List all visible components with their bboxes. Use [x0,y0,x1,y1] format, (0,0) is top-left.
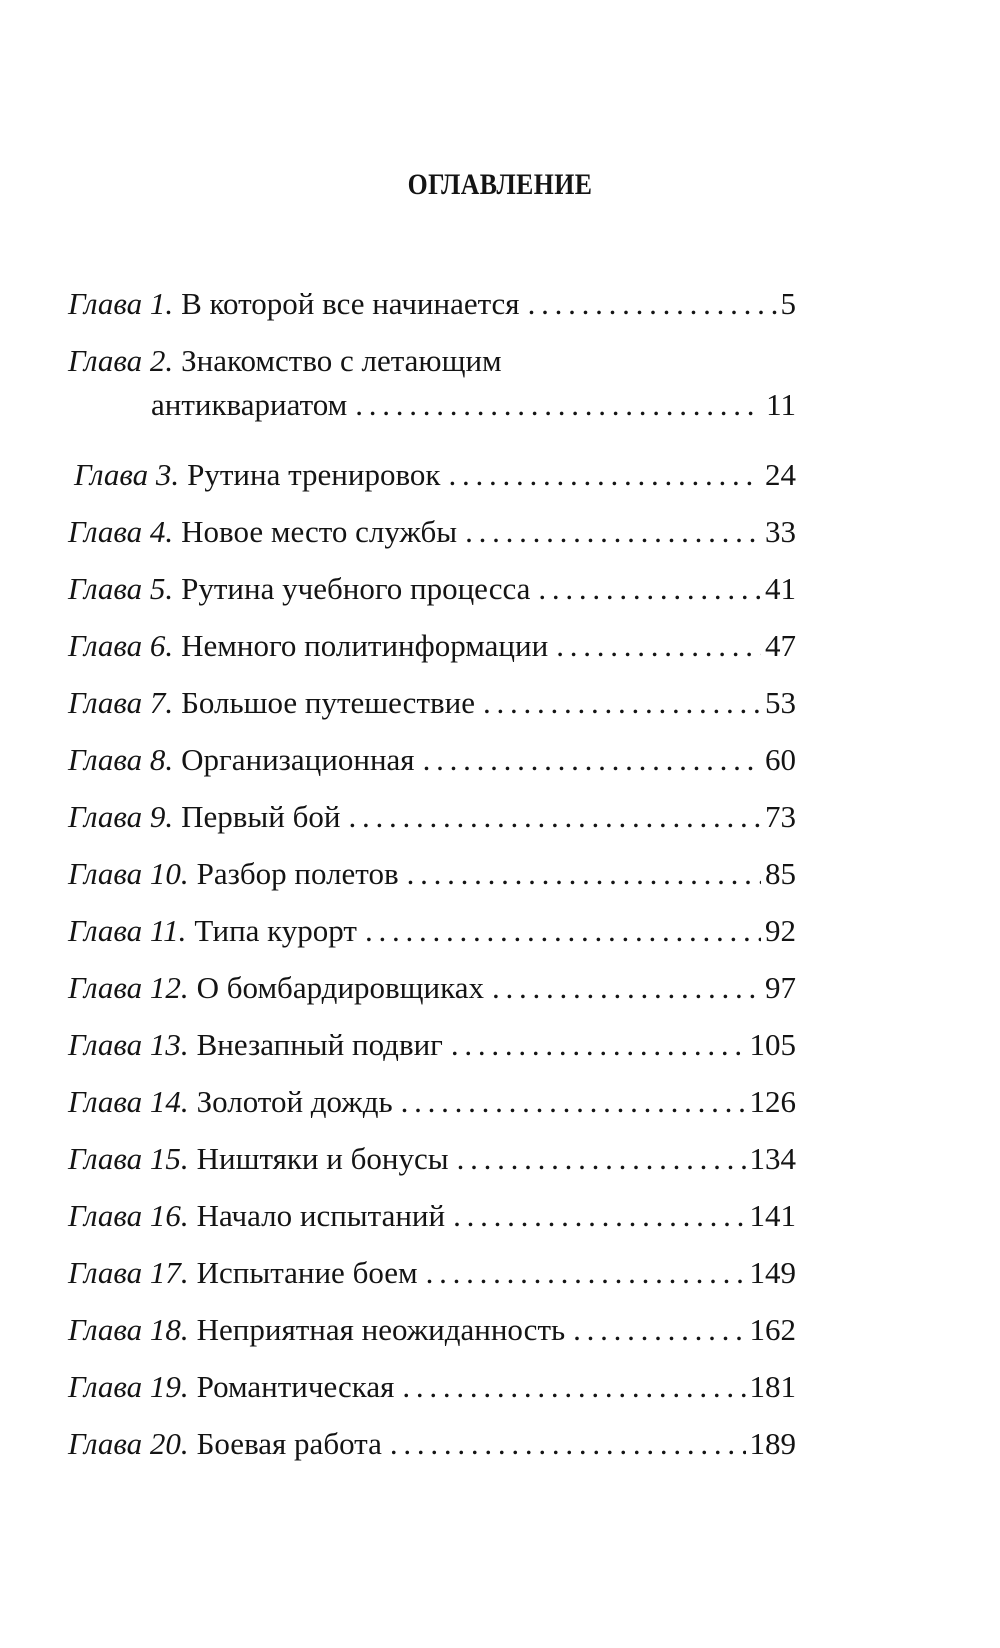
page-number: 41 [765,571,796,606]
page-title: ОГЛАВЛЕНИЕ [407,168,593,201]
chapter-title: Первый бой [181,799,341,834]
chapter-label: Глава 13. [68,1027,189,1062]
dot-leader [538,567,761,611]
chapter-label: Глава 12. [68,970,189,1005]
chapter-title: Организационная [181,742,415,777]
dot-leader [556,624,761,668]
toc-entry-chapter-10[interactable] [68,852,796,909]
chapter-title: Романтическая [196,1369,395,1404]
toc-entry-chapter-2[interactable] [68,339,796,453]
dot-leader [483,681,761,725]
toc-entry-chapter-6[interactable] [68,624,796,681]
chapter-title: Рутина учебного процесса [181,571,531,606]
chapter-label: Глава 15. [68,1141,189,1176]
chapter-title: Рутина тренировок [187,457,441,492]
toc-entry-chapter-19[interactable] [68,1365,796,1422]
toc-entry-chapter-20[interactable] [68,1422,796,1479]
page-number: 47 [765,628,796,663]
toc-entry-chapter-5[interactable] [68,567,796,624]
chapter-label: Глава 4. [68,514,174,549]
chapter-label: Глава 7. [68,685,174,720]
page-number: 134 [749,1141,796,1176]
toc-entry-chapter-8[interactable] [68,738,796,795]
chapter-label: Глава 1. [68,286,174,321]
dot-leader [390,1422,746,1466]
chapter-title: Неприятная неожиданность [196,1312,566,1347]
toc-entry-chapter-16[interactable] [68,1194,796,1251]
chapter-title: Типа курорт [194,913,357,948]
page-number: 149 [749,1255,796,1290]
chapter-label: Глава 11. [68,913,187,948]
dot-leader [573,1308,745,1352]
toc-entry-chapter-9[interactable] [68,795,796,852]
chapter-title: Начало испытаний [196,1198,446,1233]
toc-entry-chapter-13[interactable] [68,1023,796,1080]
chapter-label: Глава 2. [68,343,174,378]
chapter-label: Глава 17. [68,1255,189,1290]
page-number: 5 [780,286,796,321]
page-number: 33 [765,514,796,549]
chapter-title: Испытание боем [196,1255,418,1290]
chapter-title: В которой все начинается [181,286,520,321]
chapter-label: Глава 3. [74,457,180,492]
chapter-label: Глава 16. [68,1198,189,1233]
dot-leader [426,1251,746,1295]
toc-entry-chapter-12[interactable] [68,966,796,1023]
chapter-label: Глава 9. [68,799,174,834]
page-number: 141 [749,1198,796,1233]
page-number: 189 [749,1426,796,1461]
dot-leader [348,795,761,839]
chapter-label: Глава 14. [68,1084,189,1119]
toc-entry-chapter-18[interactable] [68,1308,796,1365]
dot-leader [355,383,762,427]
page-number: 162 [749,1312,796,1347]
table-of-contents [68,282,796,1479]
toc-entry-chapter-7[interactable] [68,681,796,738]
chapter-title: Новое место службы [181,514,458,549]
page-number: 181 [749,1369,796,1404]
chapter-title: О бомбардировщиках [196,970,484,1005]
dot-leader [465,510,761,554]
page-number: 97 [765,970,796,1005]
page-number: 11 [766,387,796,422]
chapter-title-line-2: антиквариатом [151,387,348,422]
chapter-title: Немного политинформации [181,628,549,663]
chapter-title: Боевая работа [196,1426,382,1461]
chapter-title: Разбор полетов [196,856,399,891]
toc-entry-chapter-17[interactable] [68,1251,796,1308]
chapter-label: Глава 8. [68,742,174,777]
toc-entry-chapter-14[interactable] [68,1080,796,1137]
page-number: 60 [765,742,796,777]
dot-leader [401,1080,746,1124]
page-number: 92 [765,913,796,948]
page-number: 24 [765,457,796,492]
page-number: 126 [749,1084,796,1119]
dot-leader [365,909,761,953]
chapter-title: Золотой дождь [196,1084,393,1119]
toc-entry-chapter-1[interactable] [68,282,796,339]
chapter-label: Глава 20. [68,1426,189,1461]
chapter-title: Внезапный подвиг [196,1027,443,1062]
chapter-label: Глава 19. [68,1369,189,1404]
dot-leader [457,1137,746,1181]
page-number: 53 [765,685,796,720]
toc-entry-chapter-11[interactable] [68,909,796,966]
chapter-title-line-1: Знакомство с летающим [181,343,502,378]
chapter-title: Большое путешествие [181,685,475,720]
dot-leader [451,1023,746,1067]
toc-entry-chapter-4[interactable] [68,510,796,567]
page-number: 105 [749,1027,796,1062]
chapter-title: Ништяки и бонусы [196,1141,449,1176]
toc-entry-chapter-3[interactable] [68,453,796,510]
dot-leader [407,852,761,896]
chapter-label: Глава 18. [68,1312,189,1347]
dot-leader [402,1365,745,1409]
dot-leader [492,966,761,1010]
chapter-label: Глава 10. [68,856,189,891]
dot-leader [453,1194,745,1238]
dot-leader [448,453,761,497]
chapter-label: Глава 6. [68,628,174,663]
toc-entry-chapter-15[interactable] [68,1137,796,1194]
dot-leader [528,282,777,326]
chapter-label: Глава 5. [68,571,174,606]
dot-leader [423,738,761,782]
page-number: 85 [765,856,796,891]
page-number: 73 [765,799,796,834]
